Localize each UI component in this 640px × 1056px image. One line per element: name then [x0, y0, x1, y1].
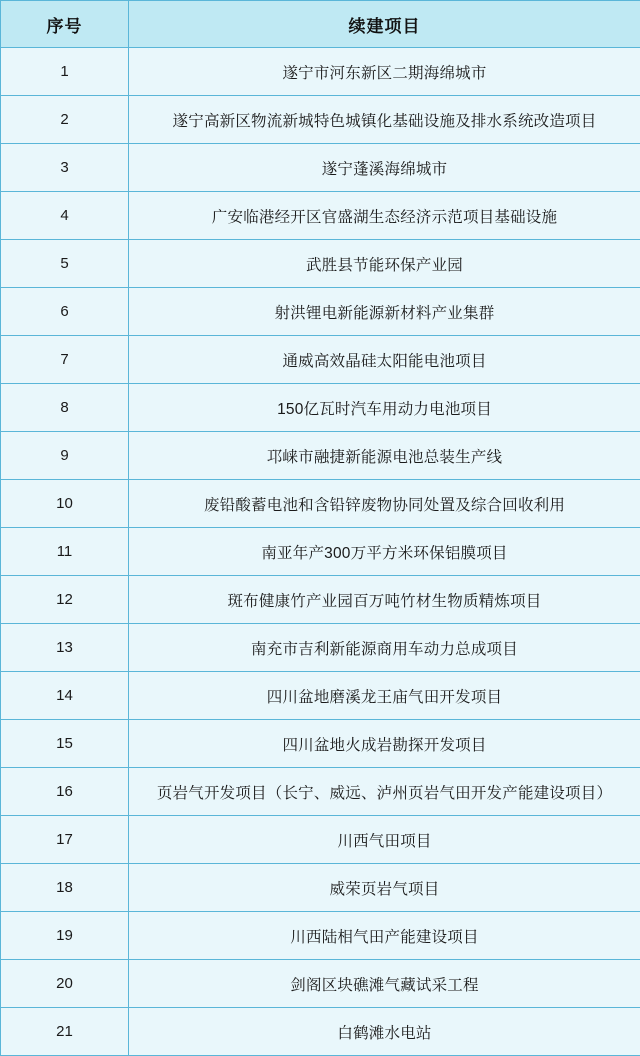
table-row — [1, 336, 640, 384]
cell-index: 6 — [1, 288, 129, 336]
table-row — [1, 912, 640, 960]
cell-index: 4 — [1, 192, 129, 240]
table-row — [1, 1008, 640, 1056]
cell-index: 18 — [1, 864, 129, 912]
cell-index: 13 — [1, 624, 129, 672]
cell-project: 射洪锂电新能源新材料产业集群 — [129, 288, 640, 336]
cell-project: 邛崃市融捷新能源电池总装生产线 — [129, 432, 640, 480]
table-row — [1, 480, 640, 528]
table-row — [1, 960, 640, 1008]
table-row — [1, 720, 640, 768]
cell-index: 3 — [1, 144, 129, 192]
cell-index: 8 — [1, 384, 129, 432]
table-row — [1, 672, 640, 720]
cell-index: 1 — [1, 48, 129, 96]
cell-project: 剑阁区块礁滩气藏试采工程 — [129, 960, 640, 1008]
cell-project: 威荣页岩气项目 — [129, 864, 640, 912]
cell-project: 遂宁蓬溪海绵城市 — [129, 144, 640, 192]
table-row — [1, 432, 640, 480]
table-row — [1, 192, 640, 240]
table-row — [1, 576, 640, 624]
cell-project: 遂宁高新区物流新城特色城镇化基础设施及排水系统改造项目 — [129, 96, 640, 144]
cell-project: 四川盆地磨溪龙王庙气田开发项目 — [129, 672, 640, 720]
table-row — [1, 96, 640, 144]
cell-project: 页岩气开发项目（长宁、威远、泸州页岩气田开发产能建设项目） — [129, 768, 640, 816]
table-row — [1, 288, 640, 336]
column-header-project: 续建项目 — [129, 1, 640, 48]
cell-index: 5 — [1, 240, 129, 288]
table-body — [1, 48, 640, 1056]
cell-project: 川西气田项目 — [129, 816, 640, 864]
table-row — [1, 768, 640, 816]
cell-index: 15 — [1, 720, 129, 768]
cell-project: 四川盆地火成岩勘探开发项目 — [129, 720, 640, 768]
cell-project: 广安临港经开区官盛湖生态经济示范项目基础设施 — [129, 192, 640, 240]
cell-index: 19 — [1, 912, 129, 960]
table-row — [1, 816, 640, 864]
column-header-index: 序号 — [1, 1, 129, 48]
cell-project: 南亚年产300万平方米环保铝膜项目 — [129, 528, 640, 576]
cell-project: 南充市吉利新能源商用车动力总成项目 — [129, 624, 640, 672]
table-row — [1, 240, 640, 288]
table-row — [1, 144, 640, 192]
table-row — [1, 384, 640, 432]
cell-index: 21 — [1, 1008, 129, 1056]
cell-project: 通威高效晶硅太阳能电池项目 — [129, 336, 640, 384]
cell-index: 9 — [1, 432, 129, 480]
cell-project: 遂宁市河东新区二期海绵城市 — [129, 48, 640, 96]
cell-index: 7 — [1, 336, 129, 384]
cell-index: 10 — [1, 480, 129, 528]
cell-project: 废铅酸蓄电池和含铅锌废物协同处置及综合回收利用 — [129, 480, 640, 528]
table-header — [1, 1, 640, 48]
cell-project: 白鹤滩水电站 — [129, 1008, 640, 1056]
cell-project: 武胜县节能环保产业园 — [129, 240, 640, 288]
cell-index: 2 — [1, 96, 129, 144]
cell-project: 斑布健康竹产业园百万吨竹材生物质精炼项目 — [129, 576, 640, 624]
table-header-row — [1, 1, 640, 48]
table-row — [1, 528, 640, 576]
cell-index: 14 — [1, 672, 129, 720]
cell-index: 12 — [1, 576, 129, 624]
cell-index: 16 — [1, 768, 129, 816]
cell-index: 17 — [1, 816, 129, 864]
cell-index: 20 — [1, 960, 129, 1008]
cell-project: 川西陆相气田产能建设项目 — [129, 912, 640, 960]
table-row — [1, 864, 640, 912]
table-row — [1, 624, 640, 672]
table-row — [1, 48, 640, 96]
cell-index: 11 — [1, 528, 129, 576]
cell-project: 150亿瓦时汽车用动力电池项目 — [129, 384, 640, 432]
